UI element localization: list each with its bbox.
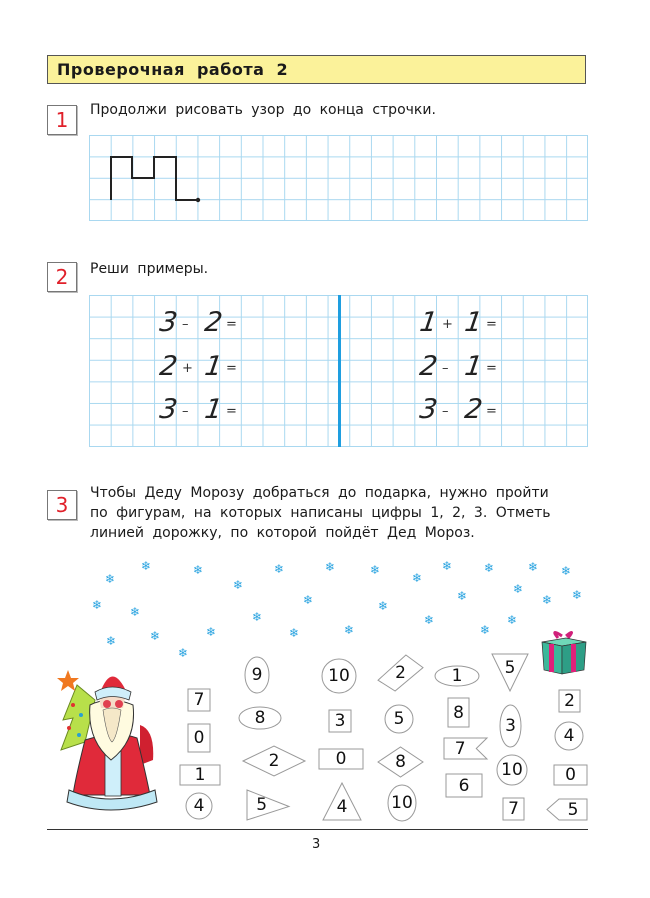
shape-number: 7 <box>193 690 205 710</box>
path-shape-circle[interactable] <box>385 705 413 733</box>
path-shape-rectangle[interactable] <box>446 774 482 797</box>
path-shape-rectangle[interactable] <box>554 765 587 785</box>
snowflake-icon: ❄ <box>572 588 583 602</box>
task-number-3: 3 <box>47 490 77 520</box>
shape-number: 2 <box>564 691 575 711</box>
shape-number: 5 <box>504 657 516 678</box>
path-shape-pentagon[interactable] <box>547 799 587 820</box>
page-number: 3 <box>312 837 321 852</box>
page-title: Проверочная работа 2 <box>57 60 289 79</box>
example-operand: 1 <box>202 351 225 382</box>
snowflake-icon: ❄ <box>130 605 141 619</box>
example-operand: 1 <box>417 307 440 338</box>
path-shape-triangle[interactable] <box>492 654 528 691</box>
path-shape-rectangle[interactable] <box>448 698 469 727</box>
shape-number: 10 <box>391 793 413 813</box>
shape-number: 9 <box>251 665 263 685</box>
snowflake-icon: ❄ <box>289 626 300 640</box>
snowflake-icon: ❄ <box>344 623 355 637</box>
task-2-text: Реши примеры. <box>90 261 209 277</box>
snowflake-icon: ❄ <box>378 599 389 613</box>
path-shape-rhombus[interactable] <box>378 747 423 777</box>
task-3-line: линией дорожку, по которой пойдёт Дед Мороз. <box>90 525 475 541</box>
shape-number: 8 <box>395 752 406 772</box>
example-operator: + <box>182 361 193 376</box>
shape-number: 3 <box>334 711 346 731</box>
path-shape-rectangle[interactable] <box>188 724 210 752</box>
ded-moroz-illustration <box>55 660 165 820</box>
path-shape-triangle[interactable] <box>323 783 361 820</box>
shape-number: 0 <box>565 765 576 785</box>
snowflake-icon: ❄ <box>106 634 117 648</box>
shape-number: 8 <box>453 702 464 723</box>
snowflake-icon: ❄ <box>457 589 468 603</box>
example-operand: 1 <box>202 394 225 425</box>
path-shape-square[interactable] <box>503 798 524 820</box>
path-shape-square[interactable] <box>329 710 351 732</box>
snowflake-icon: ❄ <box>193 563 204 577</box>
path-shape-oval[interactable] <box>239 707 281 729</box>
example-operand: 1 <box>462 307 485 338</box>
pattern-drawing <box>0 0 650 260</box>
shape-number: 10 <box>328 666 350 686</box>
task-number-1: 1 <box>47 105 77 135</box>
shape-number: 7 <box>454 738 466 759</box>
shape-number: 5 <box>393 709 405 729</box>
shape-number: 8 <box>254 708 266 728</box>
snowflake-icon: ❄ <box>252 610 263 624</box>
snowflake-icon: ❄ <box>542 593 553 607</box>
path-shape-oval[interactable] <box>388 785 416 821</box>
snowflake-icon: ❄ <box>480 623 491 637</box>
snowflake-icon: ❄ <box>206 625 217 639</box>
gift-box-icon <box>540 628 588 676</box>
snowflake-icon: ❄ <box>561 564 572 578</box>
example-operand: 3 <box>417 394 440 425</box>
shape-number: 0 <box>193 728 205 748</box>
example-operand: 2 <box>417 351 440 382</box>
example-equals: = <box>226 404 237 419</box>
path-shape-triangle[interactable] <box>247 790 289 820</box>
shape-number: 6 <box>458 775 470 796</box>
example-operand: 3 <box>157 394 180 425</box>
example-operator: – <box>442 404 449 419</box>
path-shape-circle[interactable] <box>186 793 212 819</box>
example-equals: = <box>226 361 237 376</box>
column-divider <box>338 295 341 447</box>
path-shape-rectangle[interactable] <box>180 765 220 785</box>
task-3-text <box>90 483 551 543</box>
example-operand: 2 <box>462 394 485 425</box>
snowflake-icon: ❄ <box>442 559 453 573</box>
example-operand: 2 <box>157 351 180 382</box>
shape-number: 7 <box>508 799 519 819</box>
snowflake-icon: ❄ <box>92 598 103 612</box>
shape-number: 4 <box>563 726 575 746</box>
snowflake-icon: ❄ <box>370 563 381 577</box>
example-operator: + <box>442 317 453 332</box>
example-operand: 1 <box>462 351 485 382</box>
path-shape-square[interactable] <box>188 689 210 711</box>
snowflake-icon: ❄ <box>303 593 314 607</box>
snowflake-icon: ❄ <box>528 560 539 574</box>
snowflake-icon: ❄ <box>507 613 518 627</box>
example-equals: = <box>486 361 497 376</box>
path-shape-flag[interactable] <box>444 738 487 759</box>
task-3-line: по фигурам, на которых написаны цифры 1, 2, 3. Отметь <box>90 505 551 521</box>
shape-number: 0 <box>335 749 347 769</box>
task-1-text: Продолжи рисовать узор до конца строчки. <box>90 102 436 118</box>
path-shape-oval[interactable] <box>435 666 479 686</box>
snowflake-icon: ❄ <box>150 629 161 643</box>
example-operator: – <box>442 361 449 376</box>
shape-number: 2 <box>395 663 406 683</box>
snowflake-icon: ❄ <box>233 578 244 592</box>
snowflake-icon: ❄ <box>484 561 495 575</box>
task-number-2: 2 <box>47 262 77 292</box>
shape-number: 5 <box>256 795 268 815</box>
snowflake-icon: ❄ <box>274 562 285 576</box>
shape-number: 2 <box>268 751 280 771</box>
path-shape-oval[interactable] <box>245 657 269 693</box>
snowflake-icon: ❄ <box>424 613 435 627</box>
snowflake-icon: ❄ <box>513 582 524 596</box>
shape-number: 3 <box>505 716 516 736</box>
example-equals: = <box>486 317 497 332</box>
path-shape-circle[interactable] <box>322 659 356 693</box>
path-shape-rhombus[interactable] <box>243 746 305 776</box>
example-operand: 2 <box>202 307 225 338</box>
footer-divider <box>47 829 588 830</box>
path-shape-rectangle[interactable] <box>319 749 363 769</box>
example-operand: 3 <box>157 307 180 338</box>
shape-number: 5 <box>567 799 579 820</box>
shape-number: 10 <box>501 760 523 780</box>
path-shape-circle[interactable] <box>497 755 527 785</box>
example-operator: – <box>182 317 189 332</box>
path-shape-square[interactable] <box>559 690 580 712</box>
shape-number: 4 <box>336 796 348 817</box>
snowflake-icon: ❄ <box>325 560 336 574</box>
path-shape-circle[interactable] <box>555 722 583 750</box>
snowflake-icon: ❄ <box>178 646 189 660</box>
example-equals: = <box>226 317 237 332</box>
path-shape-rectangle[interactable] <box>378 655 423 691</box>
shape-number: 1 <box>451 666 463 686</box>
snowflake-icon: ❄ <box>105 572 116 586</box>
snowflake-icon: ❄ <box>141 559 152 573</box>
path-shape-oval[interactable] <box>500 705 521 747</box>
example-operator: – <box>182 404 189 419</box>
shape-number: 1 <box>194 765 206 785</box>
shape-number: 4 <box>193 796 205 816</box>
snowflake-icon: ❄ <box>412 571 423 585</box>
example-equals: = <box>486 404 497 419</box>
task-3-line: Чтобы Деду Морозу добраться до подарка, нужно пройти <box>90 485 549 501</box>
